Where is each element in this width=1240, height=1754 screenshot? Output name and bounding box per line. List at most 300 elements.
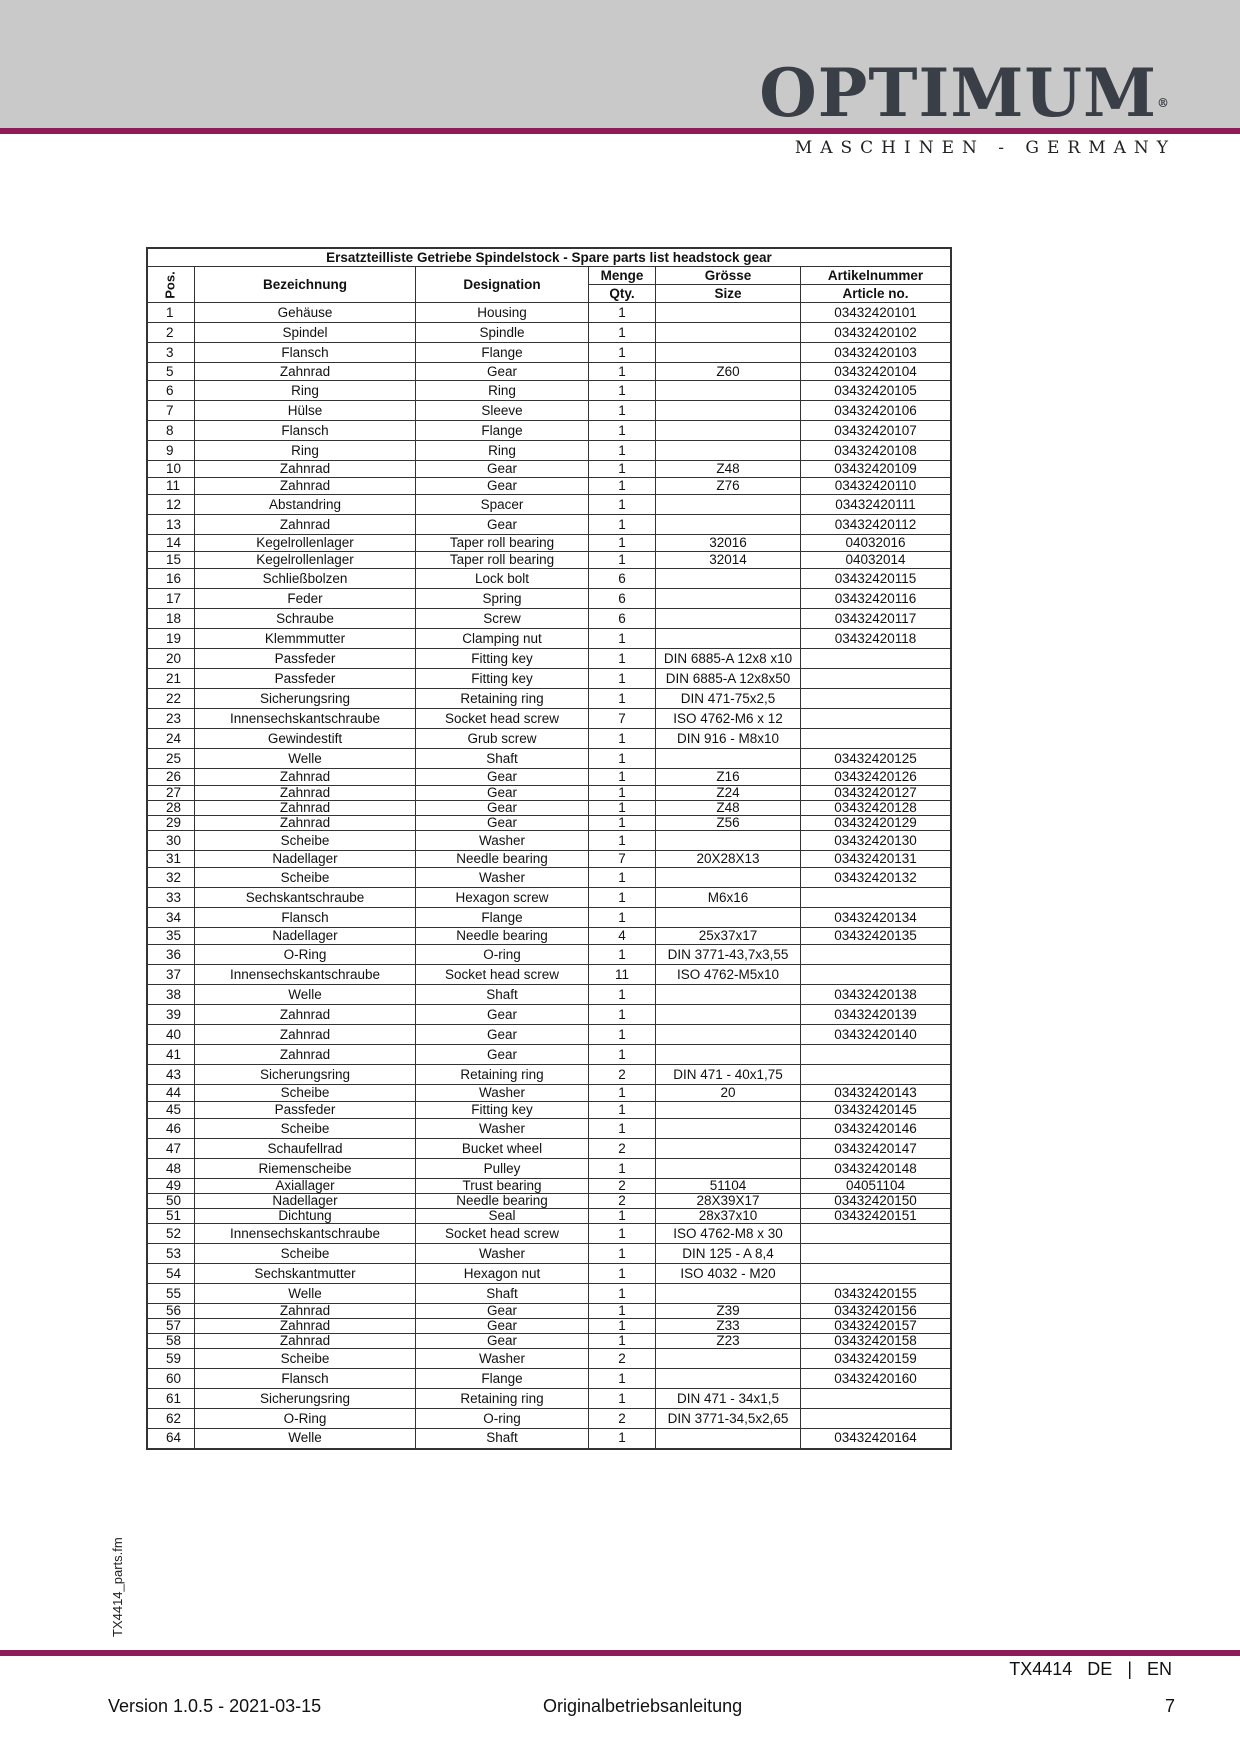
- table-row: [147, 552, 951, 569]
- cell-size: [656, 589, 801, 609]
- cell-qty: 1: [589, 1369, 656, 1389]
- cell-qty: 1: [589, 421, 656, 441]
- table-row: [147, 1224, 951, 1244]
- table-row: [147, 569, 951, 589]
- cell-designation: Retaining ring: [416, 1065, 589, 1085]
- cell-qty: 2: [589, 1139, 656, 1159]
- cell-designation: Washer: [416, 1085, 589, 1102]
- cell-pos: 5: [147, 363, 195, 381]
- col-header-designation: Designation: [416, 267, 589, 303]
- cell-article-no: 03432420104: [801, 363, 952, 381]
- cell-pos: 28: [147, 801, 195, 816]
- table-row: [147, 1209, 951, 1224]
- cell-bezeichnung: Welle: [195, 749, 416, 769]
- cell-size: 51104: [656, 1179, 801, 1194]
- cell-article-no: 03432420126: [801, 769, 952, 786]
- cell-qty: 1: [589, 1045, 656, 1065]
- cell-bezeichnung: Zahnrad: [195, 816, 416, 831]
- table-row: [147, 1369, 951, 1389]
- cell-bezeichnung: O-Ring: [195, 945, 416, 965]
- cell-designation: Fitting key: [416, 1102, 589, 1119]
- cell-size: DIN 6885-A 12x8x50: [656, 669, 801, 689]
- cell-bezeichnung: Gehäuse: [195, 303, 416, 323]
- cell-qty: 1: [589, 729, 656, 749]
- cell-pos: 34: [147, 908, 195, 928]
- cell-pos: 45: [147, 1102, 195, 1119]
- cell-designation: Gear: [416, 1025, 589, 1045]
- cell-article-no: 03432420130: [801, 831, 952, 851]
- cell-bezeichnung: Zahnrad: [195, 1025, 416, 1045]
- cell-pos: 50: [147, 1194, 195, 1209]
- cell-qty: 1: [589, 343, 656, 363]
- cell-qty: 1: [589, 801, 656, 816]
- cell-qty: 1: [589, 888, 656, 908]
- cell-article-no: [801, 1224, 952, 1244]
- table-row: [147, 495, 951, 515]
- table-row: [147, 1319, 951, 1334]
- col-header-menge: Menge: [589, 267, 656, 285]
- cell-bezeichnung: Innensechskantschraube: [195, 1224, 416, 1244]
- table-row: [147, 729, 951, 749]
- cell-pos: 37: [147, 965, 195, 985]
- col-header-article-no: Article no.: [801, 285, 952, 303]
- cell-bezeichnung: Passfeder: [195, 1102, 416, 1119]
- cell-size: [656, 1005, 801, 1025]
- cell-qty: 1: [589, 381, 656, 401]
- col-header-groesse: Grösse: [656, 267, 801, 285]
- cell-size: Z48: [656, 461, 801, 478]
- cell-article-no: 04032014: [801, 552, 952, 569]
- col-header-size: Size: [656, 285, 801, 303]
- cell-size: [656, 303, 801, 323]
- cell-designation: Flange: [416, 908, 589, 928]
- cell-pos: 40: [147, 1025, 195, 1045]
- cell-size: DIN 471 - 40x1,75: [656, 1065, 801, 1085]
- table-row: [147, 1119, 951, 1139]
- cell-designation: Socket head screw: [416, 709, 589, 729]
- cell-article-no: 03432420138: [801, 985, 952, 1005]
- table-row: [147, 801, 951, 816]
- cell-pos: 59: [147, 1349, 195, 1369]
- cell-qty: 1: [589, 1244, 656, 1264]
- cell-size: DIN 916 - M8x10: [656, 729, 801, 749]
- cell-bezeichnung: Welle: [195, 1284, 416, 1304]
- table-row: [147, 769, 951, 786]
- table-row: [147, 1085, 951, 1102]
- cell-pos: 18: [147, 609, 195, 629]
- cell-size: [656, 831, 801, 851]
- cell-bezeichnung: Zahnrad: [195, 769, 416, 786]
- cell-qty: 1: [589, 669, 656, 689]
- cell-designation: Washer: [416, 1244, 589, 1264]
- cell-qty: 1: [589, 401, 656, 421]
- cell-bezeichnung: Welle: [195, 985, 416, 1005]
- original-manual-label: Originalbetriebsanleitung: [543, 1696, 743, 1716]
- cell-qty: 1: [589, 1389, 656, 1409]
- cell-bezeichnung: Klemmmutter: [195, 629, 416, 649]
- cell-article-no: 03432420134: [801, 908, 952, 928]
- cell-size: [656, 343, 801, 363]
- cell-pos: 43: [147, 1065, 195, 1085]
- cell-article-no: 03432420101: [801, 303, 952, 323]
- cell-pos: 30: [147, 831, 195, 851]
- cell-size: [656, 1045, 801, 1065]
- cell-designation: Washer: [416, 1119, 589, 1139]
- cell-qty: 2: [589, 1065, 656, 1085]
- cell-qty: 1: [589, 831, 656, 851]
- cell-pos: 24: [147, 729, 195, 749]
- col-header-qty: Qty.: [589, 285, 656, 303]
- cell-bezeichnung: Sicherungsring: [195, 1065, 416, 1085]
- cell-size: 32016: [656, 535, 801, 552]
- cell-bezeichnung: Axiallager: [195, 1179, 416, 1194]
- cell-pos: 19: [147, 629, 195, 649]
- cell-size: [656, 381, 801, 401]
- cell-designation: Gear: [416, 801, 589, 816]
- cell-article-no: 03432420155: [801, 1284, 952, 1304]
- cell-designation: Gear: [416, 1319, 589, 1334]
- cell-article-no: [801, 1409, 952, 1429]
- cell-size: [656, 629, 801, 649]
- cell-size: [656, 1284, 801, 1304]
- table-row: [147, 303, 951, 323]
- cell-size: [656, 495, 801, 515]
- cell-pos: 16: [147, 569, 195, 589]
- cell-size: DIN 471-75x2,5: [656, 689, 801, 709]
- cell-qty: 1: [589, 1319, 656, 1334]
- cell-bezeichnung: Zahnrad: [195, 1334, 416, 1349]
- cell-designation: Shaft: [416, 749, 589, 769]
- cell-article-no: [801, 709, 952, 729]
- cell-pos: 12: [147, 495, 195, 515]
- cell-qty: 1: [589, 303, 656, 323]
- cell-pos: 35: [147, 928, 195, 945]
- cell-pos: 53: [147, 1244, 195, 1264]
- cell-qty: 6: [589, 589, 656, 609]
- cell-designation: Ring: [416, 441, 589, 461]
- cell-bezeichnung: Passfeder: [195, 649, 416, 669]
- cell-size: [656, 908, 801, 928]
- cell-size: Z33: [656, 1319, 801, 1334]
- cell-article-no: 03432420128: [801, 801, 952, 816]
- cell-qty: 1: [589, 1102, 656, 1119]
- cell-article-no: 03432420112: [801, 515, 952, 535]
- cell-designation: Housing: [416, 303, 589, 323]
- cell-designation: Spindle: [416, 323, 589, 343]
- cell-size: DIN 6885-A 12x8 x10: [656, 649, 801, 669]
- cell-bezeichnung: Sicherungsring: [195, 1389, 416, 1409]
- cell-article-no: [801, 1045, 952, 1065]
- table-row: [147, 1045, 951, 1065]
- cell-article-no: 03432420146: [801, 1119, 952, 1139]
- table-row: [147, 945, 951, 965]
- cell-pos: 26: [147, 769, 195, 786]
- cell-qty: 1: [589, 629, 656, 649]
- table-row: [147, 649, 951, 669]
- cell-article-no: 03432420156: [801, 1304, 952, 1319]
- cell-size: Z60: [656, 363, 801, 381]
- table-row: [147, 343, 951, 363]
- table-row: [147, 1304, 951, 1319]
- cell-article-no: 03432420145: [801, 1102, 952, 1119]
- cell-article-no: 03432420148: [801, 1159, 952, 1179]
- cell-designation: Socket head screw: [416, 1224, 589, 1244]
- cell-qty: 1: [589, 535, 656, 552]
- cell-article-no: 03432420140: [801, 1025, 952, 1045]
- cell-pos: 32: [147, 868, 195, 888]
- cell-designation: Needle bearing: [416, 851, 589, 868]
- cell-pos: 56: [147, 1304, 195, 1319]
- version-label: Version 1.0.5 - 2021-03-15: [108, 1696, 322, 1716]
- cell-qty: 1: [589, 1304, 656, 1319]
- cell-pos: 6: [147, 381, 195, 401]
- col-header-pos: Pos.: [147, 267, 195, 303]
- cell-size: Z48: [656, 801, 801, 816]
- table-row: [147, 1005, 951, 1025]
- cell-designation: Retaining ring: [416, 689, 589, 709]
- cell-designation: Shaft: [416, 1284, 589, 1304]
- cell-pos: 9: [147, 441, 195, 461]
- cell-qty: 1: [589, 816, 656, 831]
- cell-pos: 57: [147, 1319, 195, 1334]
- cell-article-no: 03432420105: [801, 381, 952, 401]
- cell-bezeichnung: Spindel: [195, 323, 416, 343]
- cell-pos: 52: [147, 1224, 195, 1244]
- cell-pos: 17: [147, 589, 195, 609]
- cell-size: [656, 323, 801, 343]
- cell-pos: 41: [147, 1045, 195, 1065]
- cell-size: [656, 1139, 801, 1159]
- cell-qty: 4: [589, 928, 656, 945]
- table-row: [147, 381, 951, 401]
- cell-qty: 2: [589, 1194, 656, 1209]
- cell-size: 20X28X13: [656, 851, 801, 868]
- cell-bezeichnung: Sicherungsring: [195, 689, 416, 709]
- cell-bezeichnung: Zahnrad: [195, 1319, 416, 1334]
- cell-qty: 1: [589, 786, 656, 801]
- cell-designation: Pulley: [416, 1159, 589, 1179]
- cell-article-no: [801, 1264, 952, 1284]
- cell-qty: 2: [589, 1349, 656, 1369]
- cell-size: Z23: [656, 1334, 801, 1349]
- cell-qty: 1: [589, 1005, 656, 1025]
- cell-size: [656, 1349, 801, 1369]
- cell-qty: 1: [589, 323, 656, 343]
- cell-size: [656, 1025, 801, 1045]
- cell-bezeichnung: Kegelrollenlager: [195, 552, 416, 569]
- cell-bezeichnung: Passfeder: [195, 669, 416, 689]
- cell-designation: Gear: [416, 363, 589, 381]
- cell-pos: 27: [147, 786, 195, 801]
- cell-bezeichnung: Sechskantschraube: [195, 888, 416, 908]
- cell-pos: 60: [147, 1369, 195, 1389]
- cell-qty: 1: [589, 908, 656, 928]
- cell-qty: 1: [589, 1334, 656, 1349]
- cell-bezeichnung: Zahnrad: [195, 1005, 416, 1025]
- cell-qty: 1: [589, 1085, 656, 1102]
- cell-size: 20: [656, 1085, 801, 1102]
- cell-qty: 2: [589, 1179, 656, 1194]
- cell-designation: Needle bearing: [416, 1194, 589, 1209]
- cell-designation: Fitting key: [416, 669, 589, 689]
- cell-designation: Ring: [416, 381, 589, 401]
- table-row: [147, 928, 951, 945]
- cell-qty: 7: [589, 851, 656, 868]
- cell-qty: 1: [589, 749, 656, 769]
- cell-size: ISO 4762-M8 x 30: [656, 1224, 801, 1244]
- cell-article-no: 04051104: [801, 1179, 952, 1194]
- cell-size: ISO 4762-M6 x 12: [656, 709, 801, 729]
- table-row: [147, 1065, 951, 1085]
- cell-article-no: 03432420107: [801, 421, 952, 441]
- cell-bezeichnung: Nadellager: [195, 1194, 416, 1209]
- cell-bezeichnung: Nadellager: [195, 928, 416, 945]
- cell-bezeichnung: Nadellager: [195, 851, 416, 868]
- cell-pos: 39: [147, 1005, 195, 1025]
- cell-article-no: 03432420115: [801, 569, 952, 589]
- cell-designation: Flange: [416, 1369, 589, 1389]
- cell-size: [656, 421, 801, 441]
- cell-qty: 1: [589, 478, 656, 495]
- table-row: [147, 851, 951, 868]
- cell-size: DIN 125 - A 8,4: [656, 1244, 801, 1264]
- cell-pos: 49: [147, 1179, 195, 1194]
- cell-article-no: 03432420117: [801, 609, 952, 629]
- cell-qty: 6: [589, 569, 656, 589]
- cell-size: ISO 4032 - M20: [656, 1264, 801, 1284]
- cell-pos: 36: [147, 945, 195, 965]
- col-header-bezeichnung: Bezeichnung: [195, 267, 416, 303]
- cell-designation: Hexagon nut: [416, 1264, 589, 1284]
- cell-size: Z16: [656, 769, 801, 786]
- cell-pos: 15: [147, 552, 195, 569]
- cell-bezeichnung: Innensechskantschraube: [195, 709, 416, 729]
- page-number: 7: [1164, 1696, 1175, 1716]
- cell-qty: 1: [589, 1025, 656, 1045]
- table-row: [147, 1284, 951, 1304]
- cell-size: [656, 1119, 801, 1139]
- cell-article-no: [801, 689, 952, 709]
- cell-designation: Gear: [416, 515, 589, 535]
- cell-article-no: 03432420147: [801, 1139, 952, 1159]
- cell-article-no: 03432420157: [801, 1319, 952, 1334]
- cell-pos: 46: [147, 1119, 195, 1139]
- cell-size: DIN 3771-43,7x3,55: [656, 945, 801, 965]
- cell-pos: 13: [147, 515, 195, 535]
- table-row: [147, 868, 951, 888]
- cell-bezeichnung: Schaufellrad: [195, 1139, 416, 1159]
- table-row: [147, 709, 951, 729]
- cell-designation: Gear: [416, 1045, 589, 1065]
- cell-qty: 7: [589, 709, 656, 729]
- cell-designation: Taper roll bearing: [416, 535, 589, 552]
- cell-size: [656, 569, 801, 589]
- cell-designation: Fitting key: [416, 649, 589, 669]
- cell-bezeichnung: Scheibe: [195, 868, 416, 888]
- cell-size: [656, 515, 801, 535]
- cell-qty: 6: [589, 609, 656, 629]
- cell-pos: 7: [147, 401, 195, 421]
- cell-pos: 48: [147, 1159, 195, 1179]
- cell-pos: 25: [147, 749, 195, 769]
- cell-article-no: 03432420109: [801, 461, 952, 478]
- cell-qty: 1: [589, 1264, 656, 1284]
- cell-pos: 55: [147, 1284, 195, 1304]
- table-row: [147, 535, 951, 552]
- table-row: [147, 1349, 951, 1369]
- cell-article-no: 03432420160: [801, 1369, 952, 1389]
- cell-bezeichnung: Scheibe: [195, 1349, 416, 1369]
- cell-article-no: [801, 945, 952, 965]
- cell-size: [656, 1429, 801, 1449]
- cell-size: 32014: [656, 552, 801, 569]
- cell-pos: 29: [147, 816, 195, 831]
- cell-article-no: 03432420150: [801, 1194, 952, 1209]
- cell-qty: 1: [589, 441, 656, 461]
- table-row: [147, 1025, 951, 1045]
- table-row: [147, 589, 951, 609]
- cell-bezeichnung: Welle: [195, 1429, 416, 1449]
- table-row: [147, 1389, 951, 1409]
- cell-bezeichnung: Kegelrollenlager: [195, 535, 416, 552]
- cell-size: DIN 471 - 34x1,5: [656, 1389, 801, 1409]
- cell-pos: 44: [147, 1085, 195, 1102]
- cell-bezeichnung: Flansch: [195, 343, 416, 363]
- cell-designation: Sleeve: [416, 401, 589, 421]
- cell-bezeichnung: Zahnrad: [195, 515, 416, 535]
- cell-article-no: 04032016: [801, 535, 952, 552]
- cell-designation: Socket head screw: [416, 965, 589, 985]
- cell-qty: 1: [589, 1224, 656, 1244]
- cell-bezeichnung: Schließbolzen: [195, 569, 416, 589]
- cell-bezeichnung: Flansch: [195, 908, 416, 928]
- cell-designation: Gear: [416, 816, 589, 831]
- table-row: [147, 888, 951, 908]
- cell-qty: 1: [589, 363, 656, 381]
- cell-size: Z24: [656, 786, 801, 801]
- cell-pos: 64: [147, 1429, 195, 1449]
- cell-bezeichnung: Zahnrad: [195, 786, 416, 801]
- cell-size: M6x16: [656, 888, 801, 908]
- cell-designation: Gear: [416, 1005, 589, 1025]
- cell-bezeichnung: Zahnrad: [195, 1045, 416, 1065]
- cell-article-no: [801, 729, 952, 749]
- cell-qty: 1: [589, 1119, 656, 1139]
- cell-article-no: [801, 888, 952, 908]
- table-row: [147, 1429, 951, 1449]
- table-row: [147, 421, 951, 441]
- cell-designation: Washer: [416, 868, 589, 888]
- col-header-artikelnummer: Artikelnummer: [801, 267, 952, 285]
- cell-article-no: [801, 1244, 952, 1264]
- cell-qty: 1: [589, 985, 656, 1005]
- table-row: [147, 401, 951, 421]
- cell-bezeichnung: Schraube: [195, 609, 416, 629]
- cell-article-no: 03432420139: [801, 1005, 952, 1025]
- cell-designation: Gear: [416, 786, 589, 801]
- cell-size: [656, 609, 801, 629]
- cell-size: [656, 1369, 801, 1389]
- cell-article-no: 03432420159: [801, 1349, 952, 1369]
- cell-pos: 58: [147, 1334, 195, 1349]
- cell-pos: 62: [147, 1409, 195, 1429]
- cell-designation: Clamping nut: [416, 629, 589, 649]
- cell-designation: Washer: [416, 831, 589, 851]
- table-row: [147, 816, 951, 831]
- cell-designation: Gear: [416, 769, 589, 786]
- cell-pos: 14: [147, 535, 195, 552]
- cell-article-no: 03432420143: [801, 1085, 952, 1102]
